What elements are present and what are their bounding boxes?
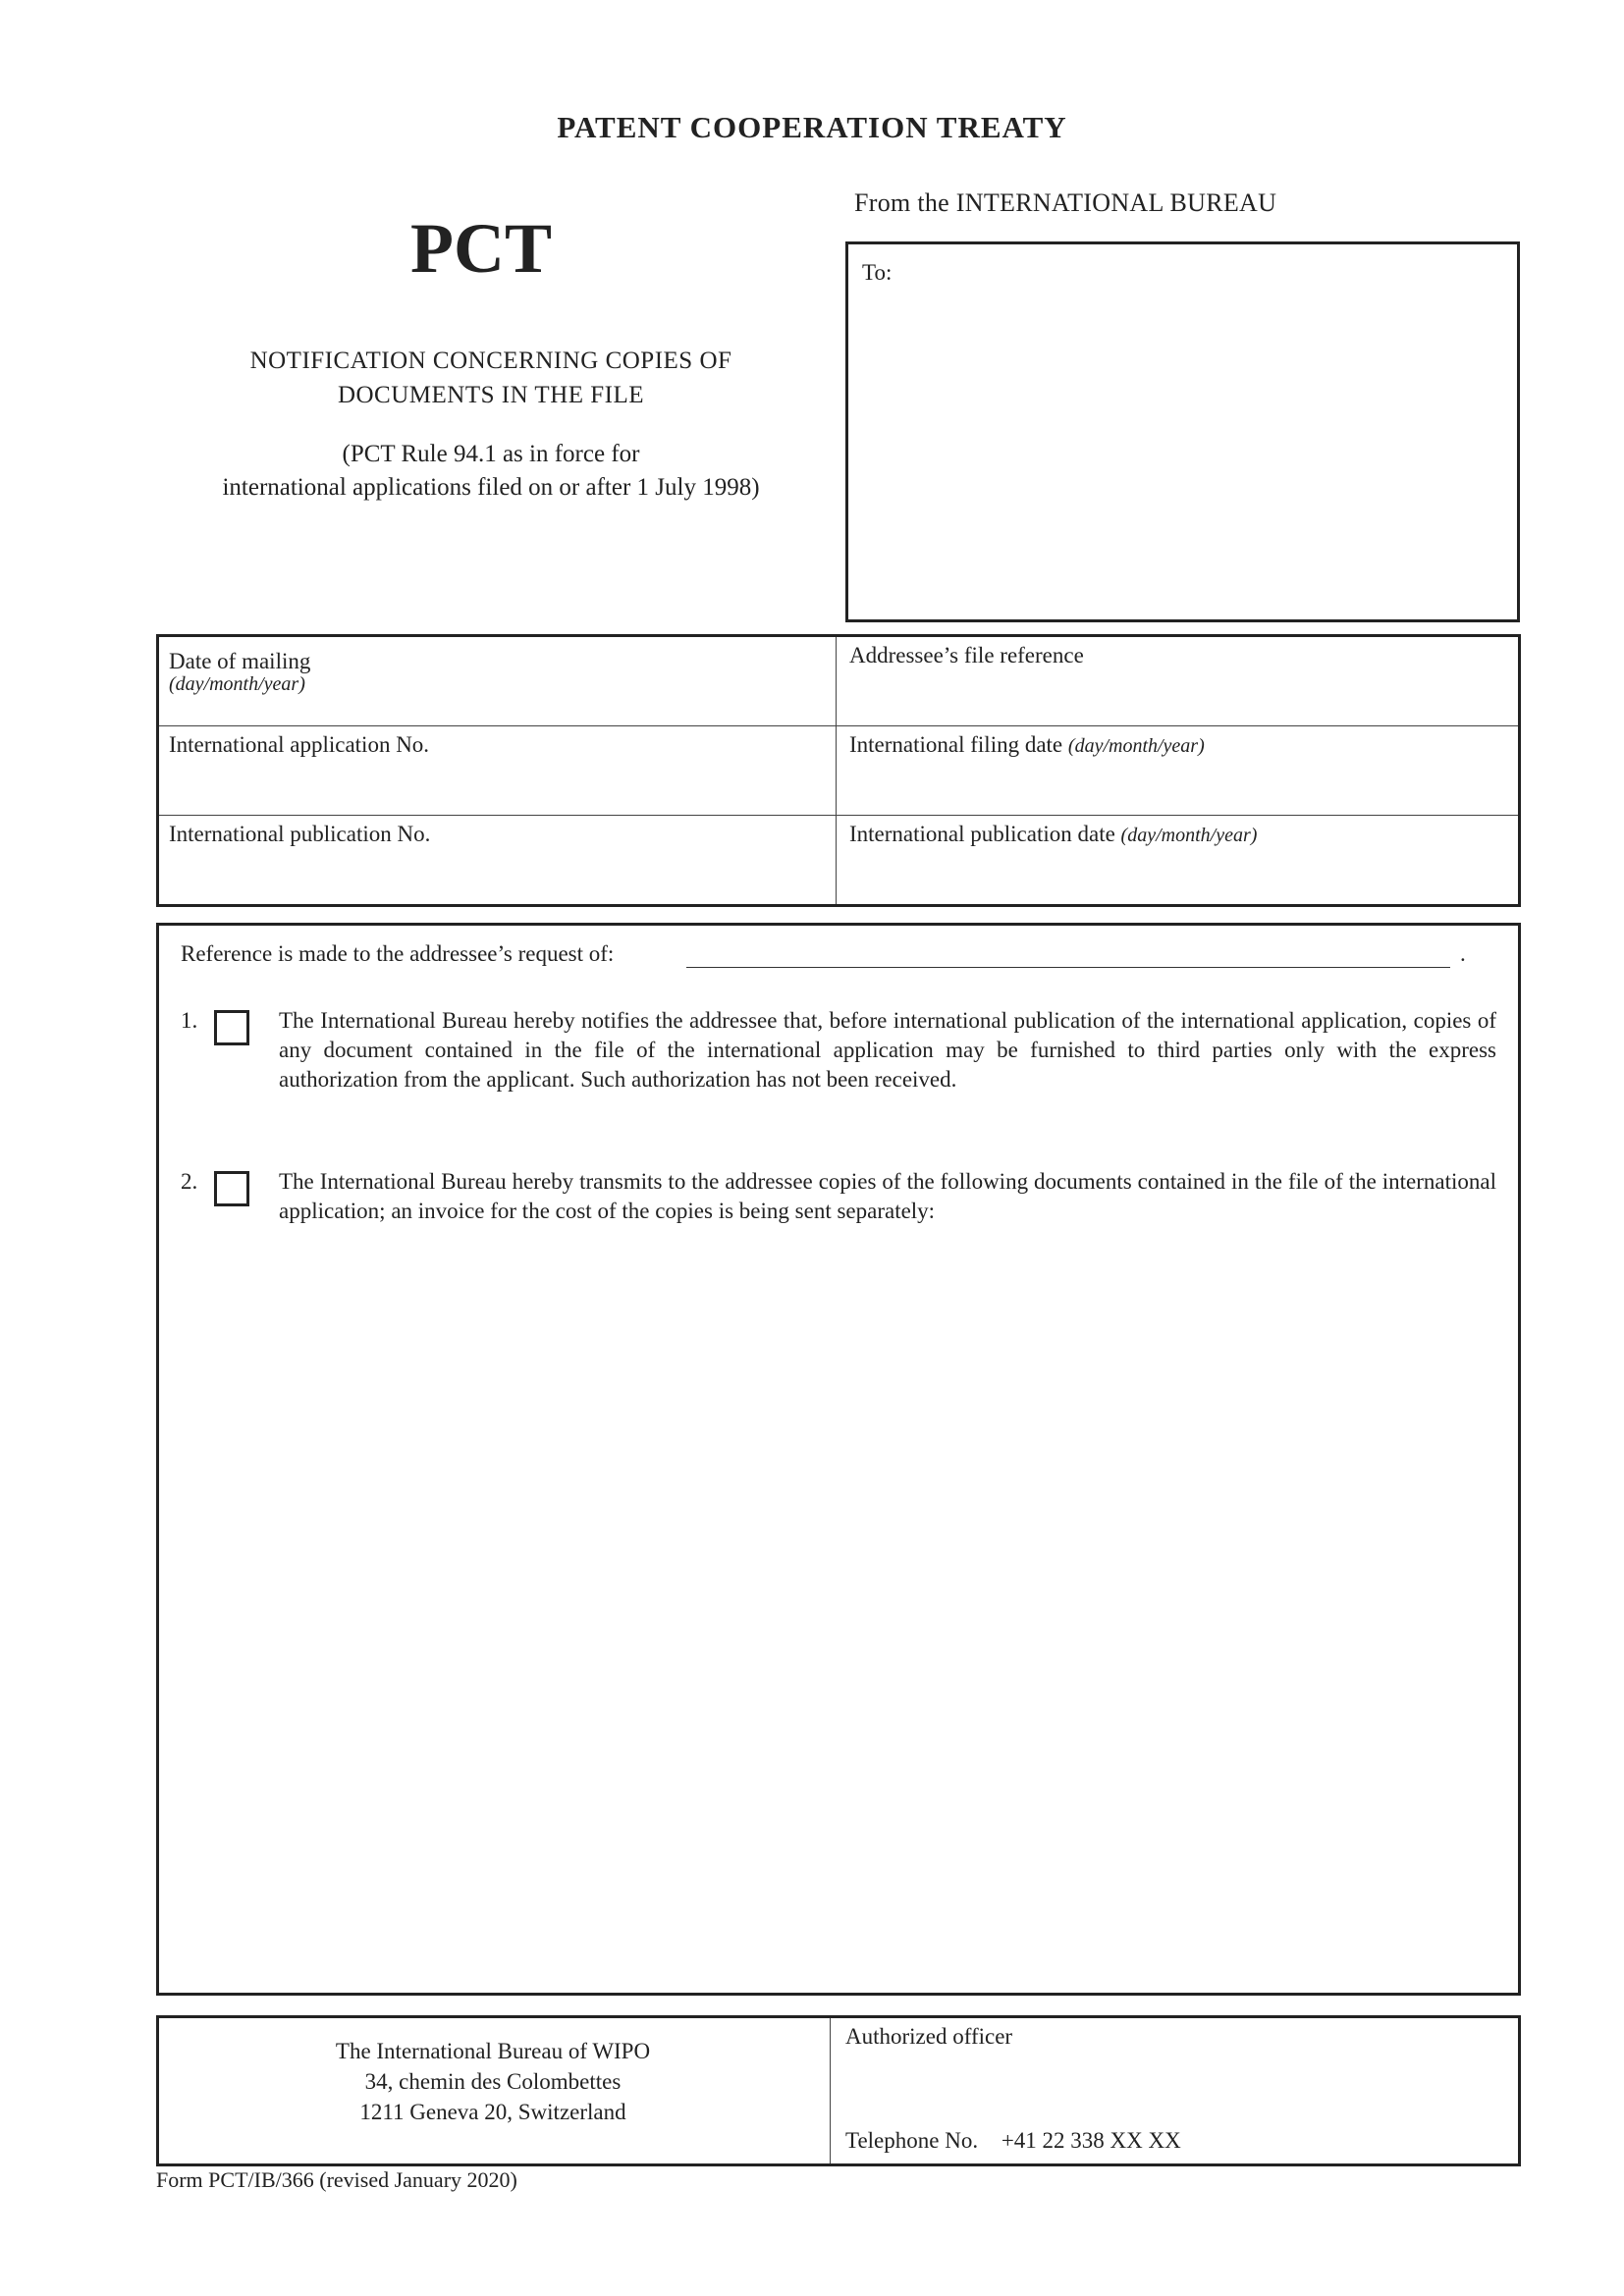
publication-no-label: International publication No.	[169, 822, 431, 846]
wipo-address	[257, 2036, 729, 2127]
file-reference-label: Addressee’s file reference	[849, 643, 1084, 667]
publication-no-field[interactable]	[169, 822, 430, 847]
notification-title-line1: NOTIFICATION CONCERNING COPIES OF	[249, 347, 732, 374]
application-info-table	[156, 634, 1521, 907]
publication-date-field[interactable]	[849, 822, 1257, 847]
info-row	[159, 726, 1518, 816]
info-row	[159, 637, 1518, 726]
addressee-box[interactable]	[845, 241, 1520, 622]
address-line1: The International Bureau of WIPO	[335, 2039, 651, 2063]
telephone-label: Telephone No.	[845, 2128, 979, 2153]
application-no-label: International application No.	[169, 732, 430, 757]
notification-body	[156, 923, 1521, 1996]
notification-title	[137, 344, 844, 412]
notification-title-line2: DOCUMENTS IN THE FILE	[337, 382, 645, 408]
address-line3: 1211 Geneva 20, Switzerland	[359, 2100, 626, 2124]
application-no-field[interactable]	[169, 732, 429, 758]
item-1-number: 1.	[181, 1008, 198, 1033]
reference-date-field[interactable]	[686, 967, 1450, 968]
signature-block	[156, 2015, 1521, 2166]
filing-date-format-hint: (day/month/year)	[1067, 735, 1205, 757]
reference-end-dot: .	[1460, 941, 1466, 966]
date-format-hint: (day/month/year)	[169, 673, 305, 695]
address-line2: 34, chemin des Colombettes	[364, 2069, 622, 2094]
telephone-line	[845, 2128, 1181, 2154]
filing-date-field[interactable]	[849, 732, 1205, 758]
filing-date-label: International filing date	[849, 732, 1063, 757]
item-1-text: The International Bureau hereby notifies the addressee that, before international publication of the international application, copies of any document contained in the file of the international application may be furnished to third parties only with the express authorization from the applicant. Such authorization has not been received.	[279, 1008, 1496, 1092]
reference-label: Reference is made to the addressee’s request of:	[181, 941, 615, 966]
pct-logo: PCT	[410, 209, 552, 288]
telephone-number: +41 22 338 XX XX	[1001, 2128, 1181, 2153]
footer-divider	[830, 2018, 831, 2163]
publication-date-label: International publication date	[849, 822, 1115, 846]
item-2-text: The International Bureau hereby transmits to the addressee copies of the following documents contained in the file of the international application; an invoice for the cost of the copies is being sent separately:	[279, 1169, 1496, 1223]
treaty-title: PATENT COOPERATION TREATY	[557, 110, 1067, 144]
rule-note-line2: international applications filed on or after 1 July 1998)	[222, 474, 760, 501]
publication-date-format-hint: (day/month/year)	[1120, 825, 1258, 846]
rule-note	[137, 438, 844, 505]
info-row	[159, 816, 1518, 904]
date-of-mailing-label: Date of mailing	[169, 649, 311, 673]
form-reference: Form PCT/IB/366 (revised January 2020)	[156, 2167, 517, 2192]
authorized-officer-field[interactable]: Authorized officer	[845, 2024, 1013, 2049]
item-2-number: 2.	[181, 1169, 198, 1194]
date-of-mailing-field[interactable]	[169, 649, 310, 694]
from-label: From the INTERNATIONAL BUREAU	[854, 188, 1277, 217]
to-label: To:	[862, 260, 893, 285]
item-2-checkbox[interactable]	[214, 1171, 249, 1206]
file-reference-field[interactable]	[849, 643, 1084, 668]
item-1-checkbox[interactable]	[214, 1010, 249, 1045]
rule-note-line1: (PCT Rule 94.1 as in force for	[342, 441, 640, 467]
